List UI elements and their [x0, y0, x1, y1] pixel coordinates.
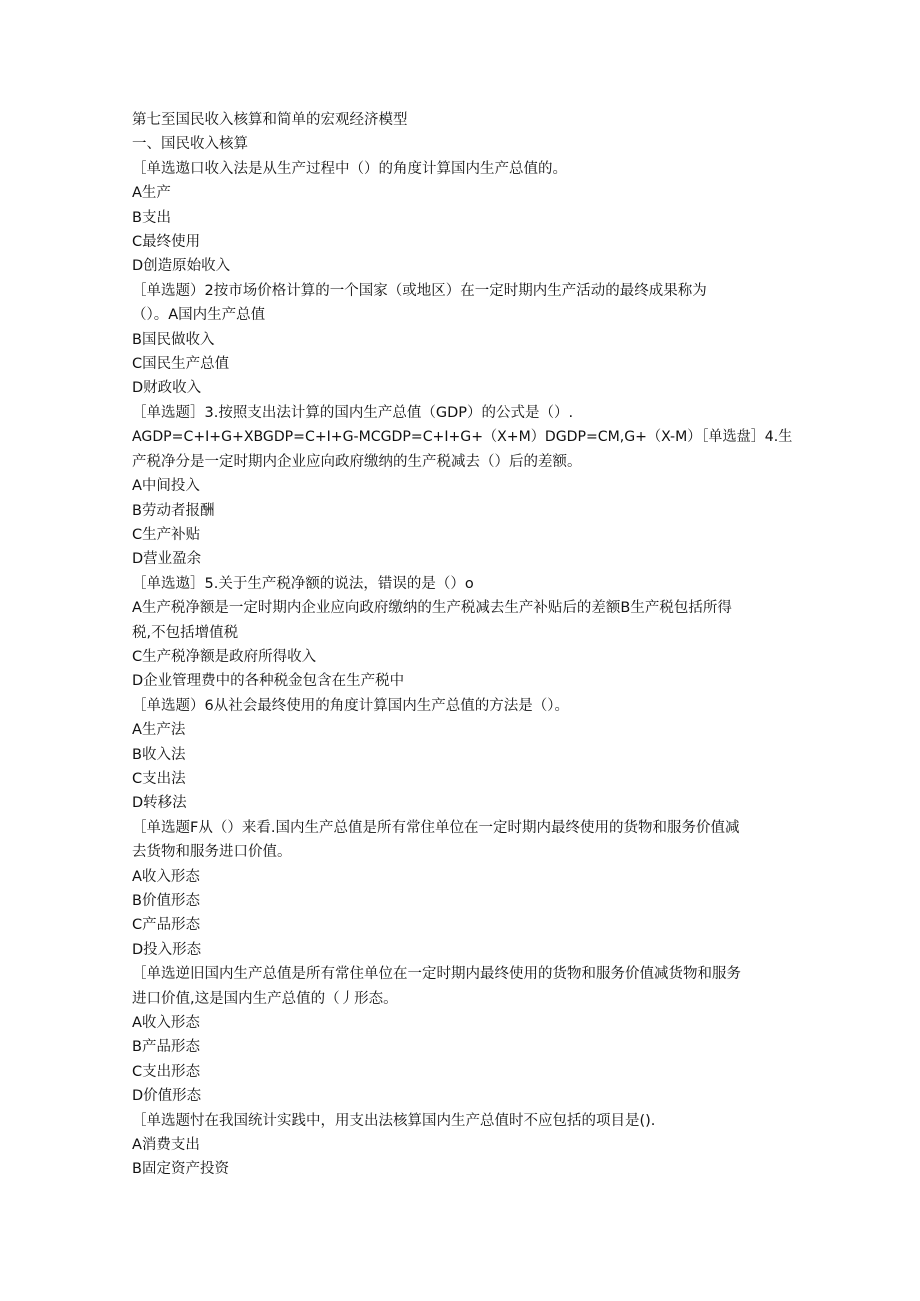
text-line: B收入法 [132, 746, 186, 763]
text-line: 进口价值,这是国内生产总值的（丿形态。 [132, 990, 398, 1007]
text-line: A生产 [132, 185, 171, 202]
text-line: A生产法 [132, 722, 186, 739]
text-line: B产品形态 [132, 1039, 200, 1056]
text-line: ［单选遨口收入法是从生产过程中（）的角度计算国内生产总值的。 [132, 160, 567, 177]
text-line: ［单选逆旧国内生产总值是所有常住单位在一定时期内最终使用的货物和服务价值减货物和服务 [132, 966, 741, 983]
text-line: ［单选题）6从社会最终使用的角度计算国内生产总值的方法是（）。 [132, 697, 569, 714]
text-line: A中间投入 [132, 478, 200, 495]
text-line: A收入形态 [132, 1015, 200, 1032]
text-line: C最终使用 [132, 234, 201, 251]
text-line: D创造原始收入 [132, 258, 231, 275]
text-line: B支出 [132, 209, 171, 226]
text-line: C支出法 [132, 770, 186, 787]
section-heading: 一、国民收入核算 [132, 136, 248, 153]
text-line: C产品形态 [132, 917, 201, 934]
text-line: C生产补贴 [132, 526, 201, 543]
text-line: 税,不包括增值税 [132, 624, 239, 641]
text-line: B固定资产投资 [132, 1161, 229, 1178]
text-line: ［单选题］3.按照支出法计算的国内生产总值（GDP）的公式是（）. [132, 404, 574, 421]
text-line: （）。A国内生产总值 [132, 307, 266, 324]
text-line: D转移法 [132, 795, 187, 812]
text-line: D营业盈余 [132, 551, 202, 568]
text-line: ［单选题）2按市场价格计算的一个国家（或地区）在一定时期内生产活动的最终成果称为 [132, 282, 707, 299]
document-title: 第七至国民收入核算和简单的宏观经济模型 [132, 112, 408, 128]
text-line: C国民生产总值 [132, 356, 230, 373]
text-line: D企业管理费中的各种税金包含在生产税中 [132, 673, 405, 690]
text-line: B价值形态 [132, 893, 200, 909]
text-line: A收入形态 [132, 868, 200, 885]
text-line: 去货物和服务进口价值。 [132, 844, 292, 861]
text-line: B国民做收入 [132, 331, 215, 348]
text-line: A生产税净额是一定时期内企业应向政府缴纳的生产税减去生产补贴后的差额B生产税包括所得 [132, 600, 732, 617]
text-line: C生产税净额是政府所得收入 [132, 648, 317, 665]
document-page [132, 108, 792, 1182]
text-line: AGDP=C+I+G+XBGDP=C+I+G-MCGDP=C+I+G+（X+M）DGDP=CM,G+（X-M）［单选盘］4.生 [132, 429, 793, 446]
text-line: ［单选遨］5.关于生产税净额的说法，错误的是（）o [132, 575, 474, 592]
text-line: D财政收入 [132, 380, 202, 397]
text-line: 产税净分是一定时期内企业应向政府缴纳的生产税减去（）后的差额。 [132, 453, 582, 470]
text-line: C支出形态 [132, 1063, 201, 1080]
text-line: A消费支出 [132, 1137, 200, 1154]
text-line: B劳动者报酬 [132, 502, 215, 519]
text-line: D投入形态 [132, 941, 202, 958]
question-list [132, 157, 792, 1182]
text-line: ［单选题忖在我国统计实践中，用支出法核算国内生产总值时不应包括的项目是(). [132, 1112, 656, 1129]
text-line: D价值形态 [132, 1088, 202, 1105]
text-line: ［单选题F从（）来看.国内生产总值是所有常住单位在一定时期内最终使用的货物和服务价值减 [132, 819, 740, 836]
